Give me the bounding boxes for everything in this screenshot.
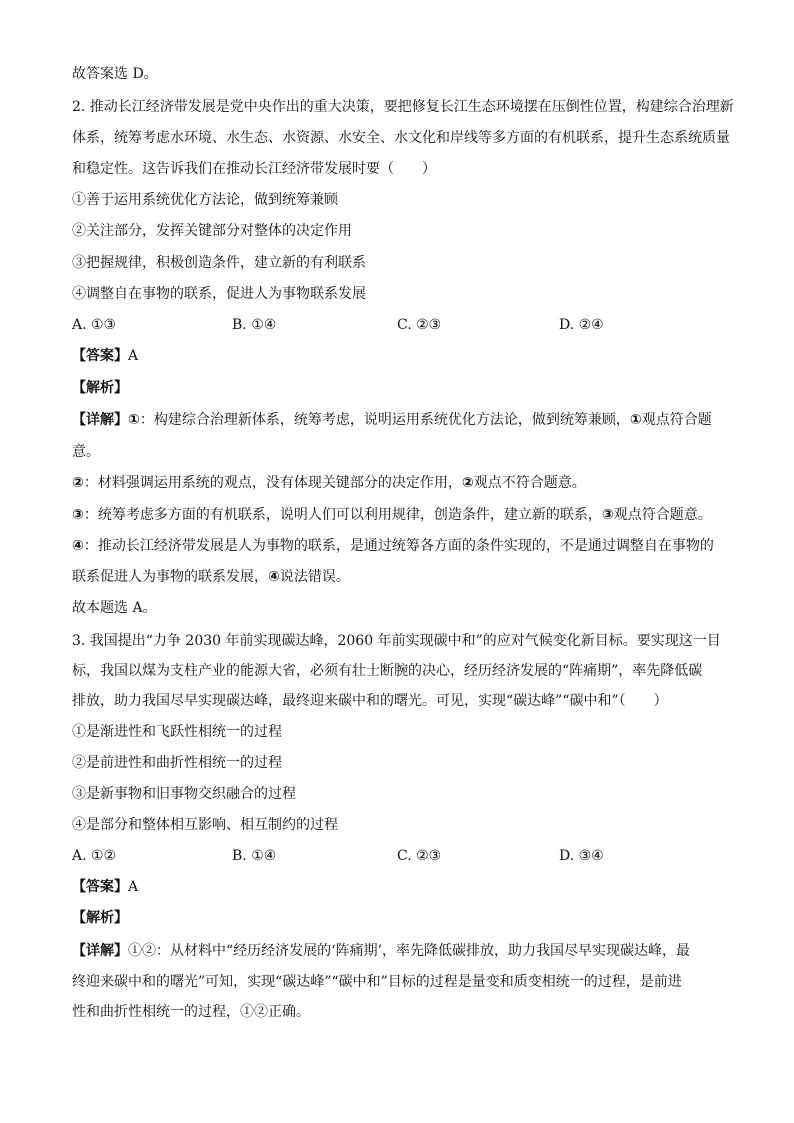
q2-option-d: D. ②④ [559, 317, 604, 333]
q2-options [72, 315, 722, 335]
q2-detail-text: 联系促进人为事物的联系发展， [72, 569, 268, 585]
q2-detail-text: ：统筹考虑多方面的有机联系，说明人们可以利用规律，创造条件，建立新的联系， [83, 507, 602, 523]
q2-conclusion: 故本题选 A。 [72, 600, 157, 616]
q3-stem-line-3: 排放，助力我国尽早实现碳达峰，最终迎来碳中和的曙光。可见，实现“碳达峰”“碳中和”（ ） [72, 693, 668, 709]
q2-detail-text: ：推动长江经济带发展是人为事物的联系，是通过统筹各方面的条件实现的，不是通过调整自在事物的 [83, 538, 714, 554]
q2-detail-line-3 [72, 473, 722, 493]
q2-detail-mark: ① [629, 412, 642, 428]
q2-detail-tag: 【详解】 [72, 412, 128, 428]
q2-statement-3: ③把握规律，积极创造条件，建立新的有利联系 [72, 255, 366, 271]
q3-detail-line-3: 性和曲折性相统一的过程，①②正确。 [72, 1004, 310, 1020]
q2-detail-line-4 [72, 505, 722, 525]
q3-detail-line-1 [72, 941, 722, 961]
q2-stem-line-2: 体系，统筹考虑水环境、水生态、水资源、水安全、水文化和岸线等多方面的有机联系，提升生态系统质量 [72, 130, 730, 146]
q3-analysis-tag: 【解析】 [72, 910, 128, 926]
q2-detail-line-6 [72, 567, 722, 587]
q3-statement-3: ③是新事物和旧事物交织融合的过程 [72, 786, 296, 802]
q3-stem-line-2: 标，我国以煤为支柱产业的能源大省，必须有壮士断腕的决心，经历经济发展的“阵痛期”，率先降低碳 [72, 663, 703, 679]
q3-options [72, 846, 722, 866]
q2-detail-text: 观点符合题意。 [613, 507, 712, 523]
q2-detail-mark: ④ [268, 569, 280, 585]
q3-answer-value: A [128, 879, 139, 895]
q2-detail-text: 说法错误。 [279, 569, 350, 585]
q2-detail-text: 观点符合题 [641, 412, 712, 428]
q3-option-d: D. ③④ [559, 848, 604, 864]
q2-stem-line-1: 2. 推动长江经济带发展是党中央作出的重大决策，要把修复长江生态环境摆在压倒性位置，构建综合治理新 [72, 99, 734, 115]
q2-option-a: A. ①③ [72, 317, 117, 333]
q3-option-c: C. ②③ [397, 848, 442, 864]
q2-statement-4: ④调整自在事物的联系，促进人为事物联系发展 [72, 286, 366, 302]
q2-detail-mark: ③ [601, 507, 614, 523]
q2-detail-mark: ④ [72, 538, 84, 554]
q2-detail-mark: ③ [72, 507, 84, 523]
q2-detail-text: ：材料强调运用系统的观点，没有体现关键部分的决定作用， [83, 475, 462, 491]
q3-analysis-heading [72, 908, 722, 928]
q3-option-a: A. ①② [72, 848, 117, 864]
q3-detail-line-2: 终迎来碳中和的曙光”可知，实现“碳达峰”“碳中和”目标的过程是量变和质变相统一的过程，是前进 [72, 974, 682, 990]
q3-detail-tag: 【详解】 [72, 943, 128, 959]
q2-statement-2: ②关注部分，发挥关键部分对整体的决定作用 [72, 223, 352, 239]
q2-detail-mark: ② [72, 475, 84, 491]
q2-detail-mark: ① [128, 412, 140, 428]
q3-option-b: B. ①④ [232, 848, 277, 864]
q2-detail-line-1 [72, 410, 722, 430]
q2-analysis-heading [72, 378, 722, 398]
q2-answer-tag: 【答案】 [72, 348, 128, 364]
q2-answer-value: A [128, 348, 139, 364]
q2-detail-mark: ② [461, 475, 474, 491]
q2-detail-line-2 [72, 442, 722, 462]
q2-detail-line-5 [72, 536, 722, 556]
q2-detail-text: ：构建综合治理新体系，统筹考虑，说明运用系统优化方法论，做到统筹兼顾， [139, 412, 630, 428]
q3-statement-4: ④是部分和整体相互影响、相互制约的过程 [72, 817, 338, 833]
q2-option-b: B. ①④ [232, 317, 277, 333]
q2-detail-text: 意。 [72, 444, 100, 460]
q3-statement-1: ①是渐进性和飞跃性相统一的过程 [72, 724, 282, 740]
q3-answer-tag: 【答案】 [72, 879, 128, 895]
q2-detail-text: 观点不符合题意。 [473, 475, 586, 491]
previous-answer-conclusion: 故答案选 D。 [72, 66, 158, 82]
q2-analysis-tag: 【解析】 [72, 380, 128, 396]
q3-detail-text: ①②：从材料中“经历经济发展的‘阵痛期’，率先降低碳排放，助力我国尽早实现碳达峰，最 [128, 943, 691, 959]
q3-stem-line-1: 3. 我国提出“力争 2030 年前实现碳达峰，2060 年前实现碳中和”的应对气候变化新目标。要实现这一目 [72, 633, 721, 649]
q3-answer [72, 877, 722, 897]
q2-answer [72, 346, 722, 366]
q2-option-c: C. ②③ [397, 317, 442, 333]
q3-statement-2: ②是前进性和曲折性相统一的过程 [72, 755, 282, 771]
q2-stem-line-3: 和稳定性。这告诉我们在推动长江经济带发展时要（ ） [72, 161, 436, 177]
q2-statement-1: ①善于运用系统优化方法论，做到统筹兼顾 [72, 192, 338, 208]
